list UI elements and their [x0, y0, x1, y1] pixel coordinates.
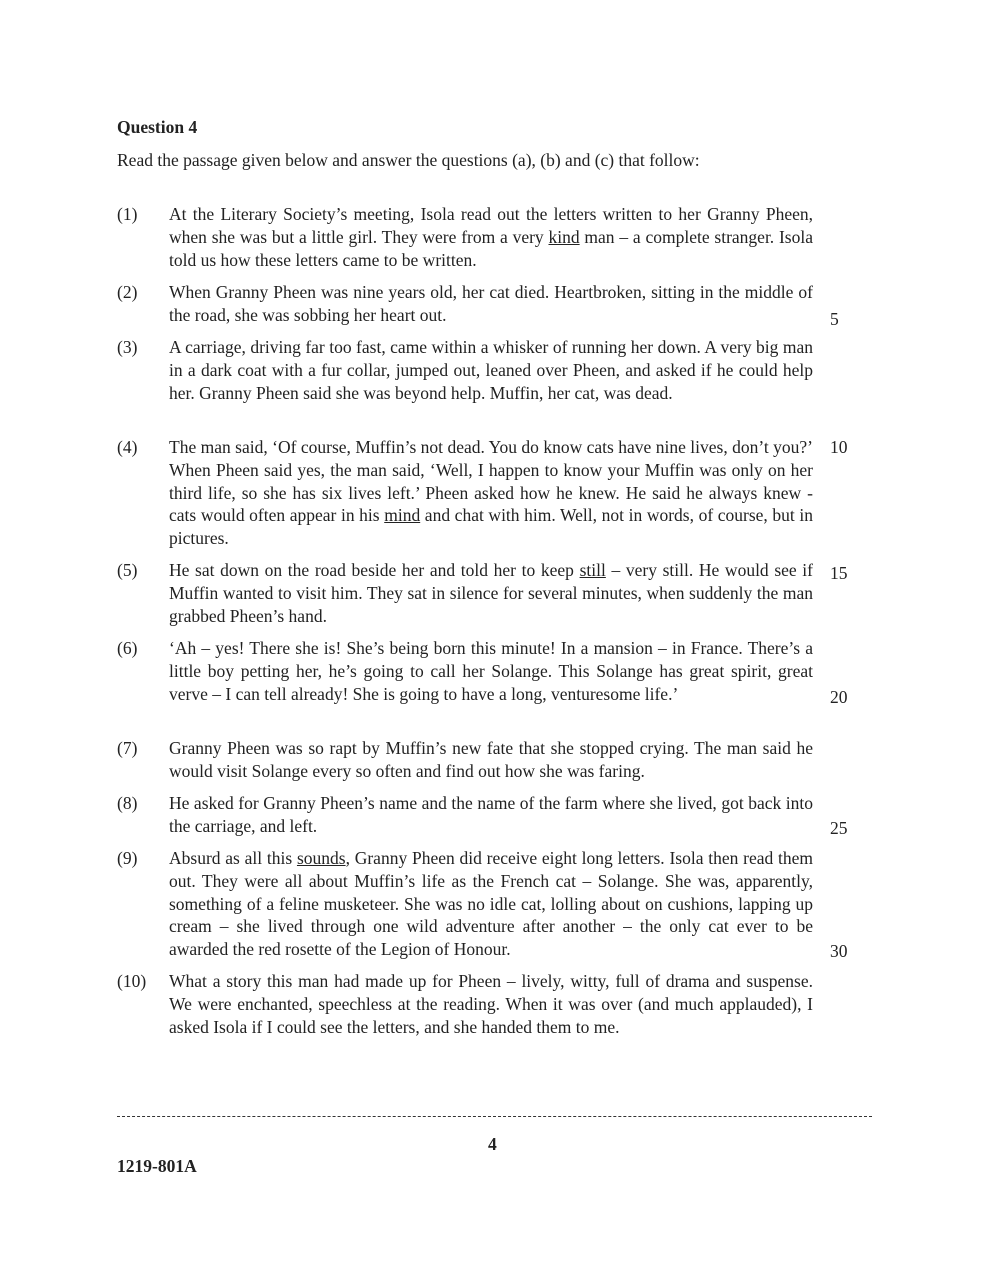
text-segment: What a story this man had made up for Pheen – lively, witty, full of drama and suspense. We were enchanted, speechless at the reading. When it was over (and much applauded), I asked Isola if I could see the letters, and she handed them to me. — [169, 971, 813, 1037]
paragraph-number: (2) — [117, 282, 138, 302]
line-number: 10 — [830, 437, 848, 457]
paragraph-text — [169, 637, 813, 705]
question-title: Question 4 — [117, 117, 198, 137]
paragraph-number: (1) — [117, 204, 138, 224]
underlined-word: sounds — [296, 848, 346, 868]
paragraph — [117, 436, 817, 550]
text-segment: ‘Ah – yes! There she is! She’s being born this minute! In a mansion – in France. There’s a little boy petting her, he’s going to call her Solange. This Solange has great spirit, great verve – I can tell already! She is going to have a long, venturesome life.’ — [169, 638, 813, 704]
footer-divider — [117, 1116, 872, 1117]
paragraph-text — [169, 792, 813, 838]
paragraph — [117, 847, 817, 961]
paragraph-number: (4) — [117, 437, 138, 457]
text-segment: He asked for Granny Pheen’s name and the name of the farm where she lived, got back into the carriage, and left. — [169, 793, 813, 836]
underlined-word: mind — [384, 505, 421, 526]
paragraph — [117, 792, 817, 838]
paragraph-text — [169, 970, 813, 1038]
text-segment: At the Literary Society’s meeting, Isola read out the letters written to her Granny Pheen, when she was but a little girl. They were from a very — [169, 204, 813, 247]
line-number: 30 — [830, 941, 848, 961]
line-number: 25 — [830, 818, 848, 838]
paper-code: 1219-801A — [117, 1156, 197, 1176]
paragraph-text — [169, 559, 813, 627]
paragraph — [117, 637, 817, 705]
text-segment: Granny Pheen was so rapt by Muffin’s new fate that she stopped crying. The man said he would visit Solange every so often and find out how she was faring. — [169, 738, 813, 781]
text-segment: When Granny Pheen was nine years old, her cat died. Heartbroken, sitting in the middle of the road, she was sobbing her heart out. — [169, 282, 813, 325]
paragraph-text — [169, 281, 813, 327]
underlined-word: still — [579, 560, 606, 580]
line-number: 15 — [830, 563, 848, 583]
line-number: 5 — [830, 309, 839, 329]
paragraph-text — [169, 436, 813, 550]
paragraph — [117, 336, 817, 404]
paragraph-text — [169, 336, 813, 404]
paragraph-text — [169, 847, 813, 961]
paragraph-text — [169, 203, 813, 271]
underlined-word: kind — [548, 226, 580, 247]
text-segment: The man said, ‘Of course, Muffin’s not dead. You do know cats have nine lives, don’t you?’ When Pheen said yes, the man said, ‘Well, I happen to know your Muffin was only on her third life, so she has six lives left.’ Pheen asked how he knew. He said he always knew - cats would often appear in his — [169, 437, 813, 526]
paragraph — [117, 203, 817, 271]
text-segment: Absurd as all this — [169, 848, 297, 868]
paragraph-number: (7) — [117, 738, 138, 758]
question-intro: Read the passage given below and answer the questions (a), (b) and (c) that follow: — [117, 150, 700, 170]
text-segment: , Granny Pheen did receive eight long letters. Isola then read them out. They were all about Muffin’s life as the French cat – Solange. She was, apparently, something of a feline musketeer. She was no idle cat, lolling about on cushions, lapping up cream – she lived through one wild adventure after another – the only cat ever to be awarded the red rosette of the Legion of Honour. — [169, 848, 813, 960]
paragraph-number: (5) — [117, 560, 138, 580]
paragraph-number: (9) — [117, 848, 138, 868]
text-segment: man – a complete stranger. Isola told us how these letters came to be written. — [169, 226, 813, 270]
paragraph-number: (6) — [117, 638, 138, 658]
paragraph — [117, 559, 817, 627]
paragraph-number: (8) — [117, 793, 138, 813]
text-segment: – very still. He would see if Muffin wanted to visit him. They sat in silence for several minutes, when suddenly the man grabbed Pheen’s hand. — [169, 560, 813, 626]
paragraph-text — [169, 737, 813, 783]
paragraph-number: (10) — [117, 971, 147, 991]
paragraph — [117, 737, 817, 783]
paragraph — [117, 970, 817, 1038]
paragraph-number: (3) — [117, 337, 138, 357]
text-segment: A carriage, driving far too fast, came within a whisker of running her down. A very big man in a dark coat with a fur collar, jumped out, leaned over Pheen, and asked if he could help her. Granny Pheen said she was beyond help. Muffin, her cat, was dead. — [169, 337, 813, 403]
paragraph — [117, 281, 817, 327]
text-segment: He sat down on the road beside her and told her to keep — [169, 560, 580, 580]
page-number: 4 — [488, 1134, 497, 1154]
text-segment: and chat with him. Well, not in words, of course, but in pictures. — [169, 505, 813, 549]
line-number: 20 — [830, 687, 848, 707]
